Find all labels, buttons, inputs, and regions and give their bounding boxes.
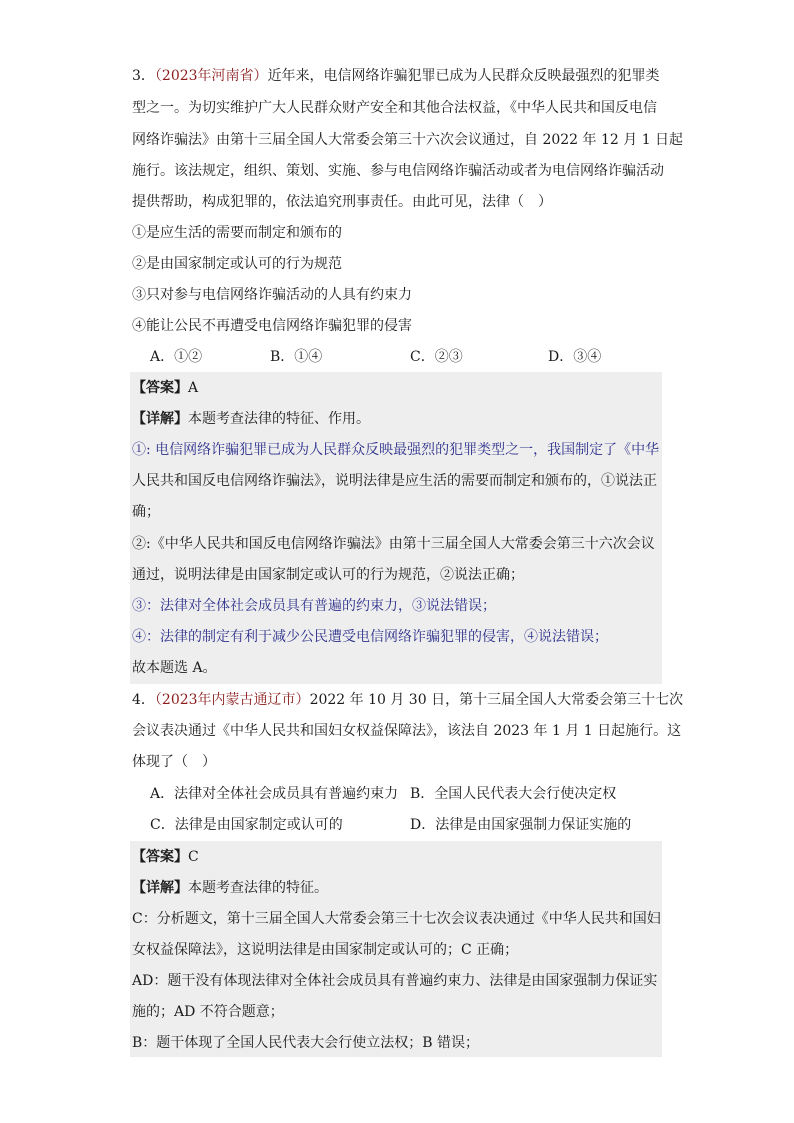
q3-option-c: C．②③ [410, 349, 463, 365]
q4-detail [132, 878, 662, 898]
q4-option-b: B．全国人民代表大会行使决定权 [410, 786, 617, 802]
q3-statement: ③只对参与电信网络诈骗活动的人具有约束力 [132, 287, 412, 303]
q4-option-a: A．法律对全体社会成员具有普遍约束力 [150, 786, 399, 802]
q4-source: （2023年内蒙古通辽市） [154, 692, 310, 708]
detail-intro: 本题考查法律的特征。 [188, 880, 328, 896]
answer-value: C [188, 849, 199, 865]
detail-intro: 本题考查法律的特征、作用。 [188, 411, 370, 427]
q3-conclusion: 故本题选 A。 [132, 660, 217, 676]
q3-source: （2023年河南省） [154, 68, 268, 84]
detail-label: 【详解】 [132, 880, 188, 896]
answer-value: A [188, 380, 199, 396]
q4-answer [132, 847, 662, 867]
q3-explanation-line: 人民共和国反电信网络诈骗法》，说明法律是应生活的需要而制定和颁布的，①说法正 [132, 473, 657, 489]
q3-explanation-line: ①: 电信网络诈骗犯罪已成为人民群众反映最强烈的犯罪类型之一，我国制定了《中华 [132, 442, 660, 458]
q3-detail [132, 409, 662, 429]
q4-option-c: C．法律是由国家制定或认可的 [150, 817, 343, 833]
q3-number: 3． [132, 68, 155, 84]
q4-number: 4． [132, 692, 155, 708]
q4-option-d: D．法律是由国家强制力保证实施的 [410, 817, 632, 833]
q4-explanation-line: AD：题干没有体现法律对全体社会成员具有普遍约束力、法律是由国家强制力保证实 [132, 973, 658, 989]
q3-explanation-line: ②:《中华人民共和国反电信网络诈骗法》由第十三届全国人大常委会第三十六次会议 [132, 536, 655, 552]
q4-explanation-line: C：分析题文，第十三届全国人大常委会第三十七次会议表决通过《中华人民共和国妇 [132, 911, 661, 927]
answer-label: 【答案】 [132, 380, 188, 396]
q4-explanation-line: 施的；AD 不符合题意； [132, 1004, 284, 1020]
q3-option-d: D．③④ [548, 349, 602, 365]
q3-answer [132, 378, 662, 398]
q4-explanation-line: 女权益保障法》，这说明法律是由国家制定或认可的；C 正确； [132, 942, 519, 958]
q3-explanation-line: 通过，说明法律是由国家制定或认可的行为规范，②说法正确； [132, 567, 524, 583]
q3-stem-line: 网络诈骗法》由第十三届全国人大常委会第三十六次会议通过，自 2022 年 12 月 1 日起 [132, 132, 684, 148]
q3-stem-text: 近年来，电信网络诈骗犯罪已成为人民群众反映最强烈的犯罪类 [267, 68, 660, 84]
q4-stem-line: 会议表决通过《中华人民共和国妇女权益保障法》，该法自 2023 年 1 月 1 日起施行。这 [132, 723, 682, 739]
q4-stem-line [132, 690, 684, 710]
q3-stem-line: 提供帮助，构成犯罪的，依法追究刑事责任。由此可见，法律（ ） [132, 194, 552, 210]
q3-option-a: A．①② [150, 349, 203, 365]
q3-explanation-line: ③：法律对全体社会成员具有普遍的约束力，③说法错误； [132, 598, 496, 614]
q4-stem-text: 2022 年 10 月 30 日，第十三届全国人大常委会第三十七次 [309, 692, 684, 708]
q3-statement: ①是应生活的需要而制定和颁布的 [132, 225, 342, 241]
detail-label: 【详解】 [132, 411, 188, 427]
q4-stem-line: 体现了（ ） [132, 754, 216, 770]
q3-statement: ②是由国家制定或认可的行为规范 [132, 256, 342, 272]
q4-explanation-line: B：题干体现了全国人民代表大会行使立法权；B 错误； [132, 1035, 480, 1051]
q3-stem-line: 型之一。为切实维护广大人民群众财产安全和其他合法权益，《中华人民共和国反电信 [132, 100, 657, 116]
q3-stem-line [132, 66, 662, 86]
q3-explanation-line: ④：法律的制定有利于减少公民遭受电信网络诈骗犯罪的侵害，④说法错误； [132, 629, 608, 645]
q3-option-b: B．①④ [270, 349, 323, 365]
q3-stem-line: 施行。该法规定，组织、策划、实施、参与电信网络诈骗活动或者为电信网络诈骗活动 [132, 163, 664, 179]
q3-statement: ④能让公民不再遭受电信网络诈骗犯罪的侵害 [132, 318, 412, 334]
answer-label: 【答案】 [132, 849, 188, 865]
q3-explanation-line: 确； [132, 504, 160, 520]
